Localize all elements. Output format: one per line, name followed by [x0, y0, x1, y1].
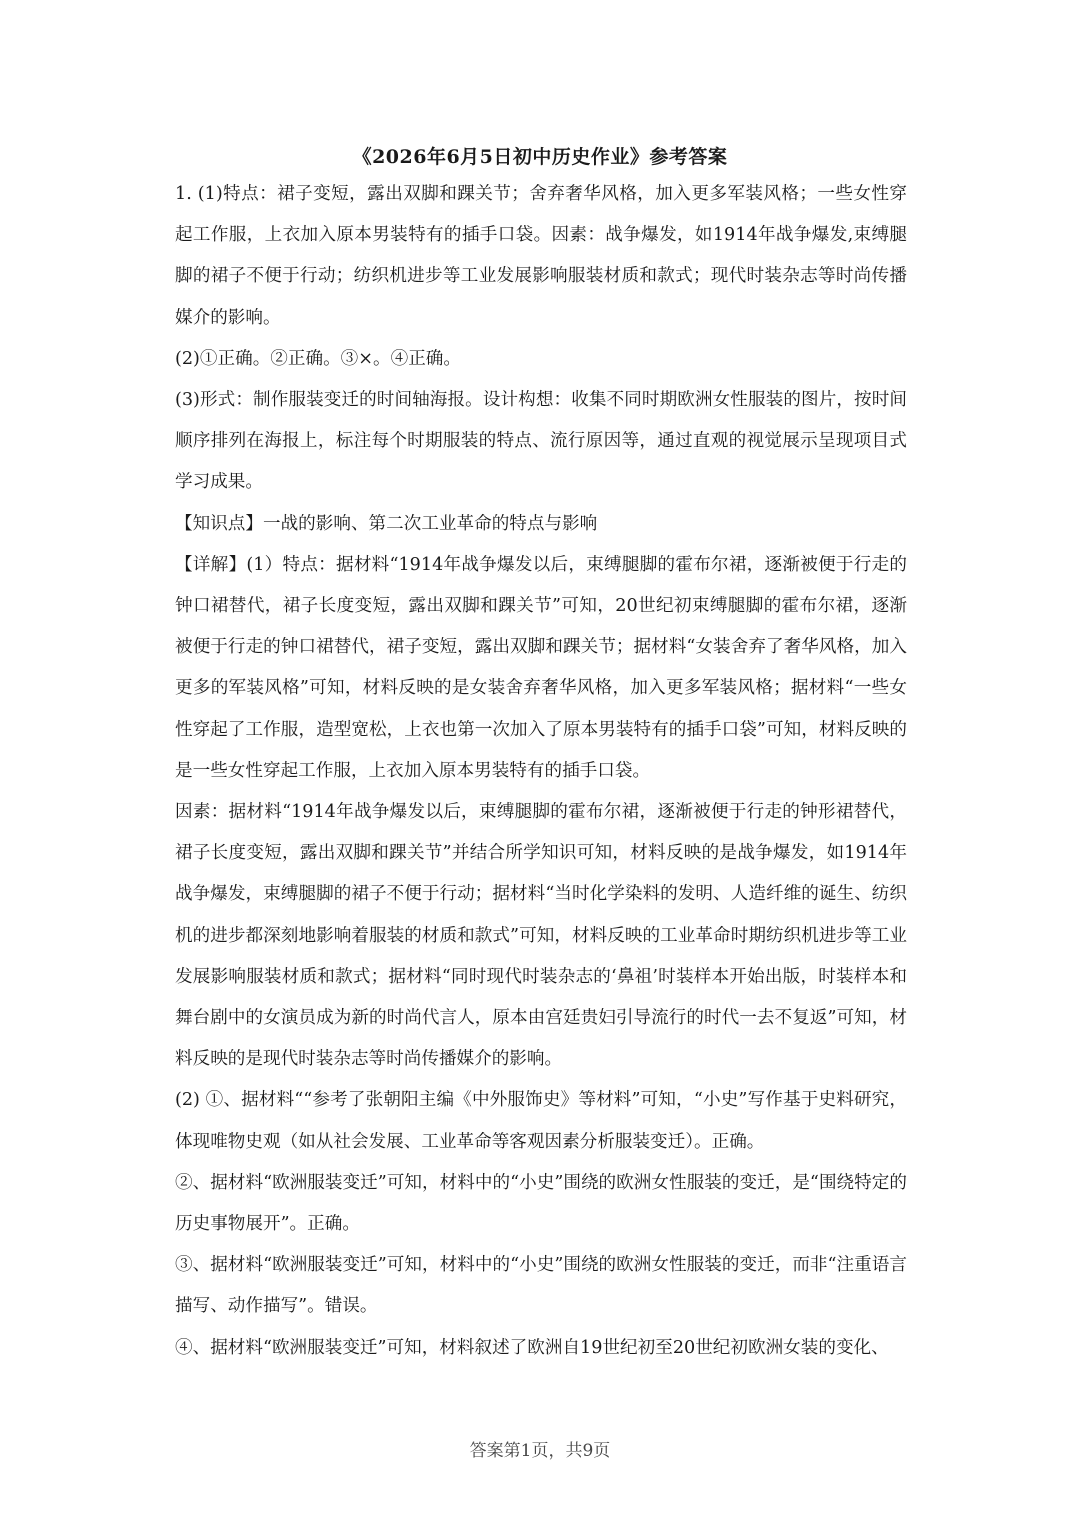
- page-footer: 答案第1页，共9页: [469, 1441, 611, 1461]
- detail-paragraph-4: ②、据材料“欧洲服装变迁”可知，材料中的“小史”围绕的欧洲女性服装的变迁，是“围绕特定的历史事物展开”。正确。: [175, 1172, 907, 1235]
- answer-body: [175, 174, 907, 1369]
- answer-paragraph-1: 1. (1)特点：裙子变短，露出双脚和踝关节；舍弃奢华风格，加入更多军装风格；一些女性穿起工作服，上衣加入原本男装特有的插手口袋。因素：战争爆发，如1914年战争爆发,束缚腿脚的裙子不便于行动；纺织机进步等工业发展影响服装材质和款式；现代时装杂志等时尚传播媒介的影响。: [175, 184, 907, 328]
- detail-paragraph-5: ③、据材料“欧洲服装变迁”可知，材料中的“小史”围绕的欧洲女性服装的变迁，而非“注重语言描写、动作描写”。错误。: [175, 1255, 907, 1317]
- detail-paragraph-1: 【详解】(1）特点：据材料“1914年战争爆发以后，束缚腿脚的霍布尔裙，逐渐被便于行走的钟口裙替代，裙子长度变短，露出双脚和踝关节”可知，20世纪初束缚腿脚的霍布尔裙，逐渐被便于行走的钟口裙替代，裙子变短，露出双脚和踝关节；据材料“女装舍弃了奢华风格，加入更多的军装风格”可知，材料反映的是女装舍弃奢华风格，加入更多军装风格；据材料“一些女性穿起了工作服，造型宽松，上衣也第一次加入了原本男装特有的插手口袋”可知，材料反映的是一些女性穿起工作服，上衣加入原本男装特有的插手口袋。: [175, 554, 907, 781]
- document-title: 《2026年6月5日初中历史作业》参考答案: [352, 146, 728, 168]
- detail-paragraph-6: ④、据材料“欧洲服装变迁”可知，材料叙述了欧洲自19世纪初至20世纪初欧洲女装的变化、: [175, 1337, 889, 1358]
- knowledge-point: 【知识点】一战的影响、第二次工业革命的特点与影响: [175, 513, 598, 534]
- detail-paragraph-3: (2) ①、据材料““参考了张朝阳主编《中外服饰史》等材料”可知，“小史”写作基于史料研究，体现唯物史观（如从社会发展、工业革命等客观因素分析服装变迁）。正确。: [175, 1090, 907, 1152]
- detail-paragraph-2: 因素：据材料“1914年战争爆发以后，束缚腿脚的霍布尔裙，逐渐被便于行走的钟形裙替代，裙子长度变短，露出双脚和踝关节”并结合所学知识可知，材料反映的是战争爆发，如1914年战争爆发，束缚腿脚的裙子不便于行动；据材料“当时化学染料的发明、人造纤维的诞生、纺织机的进步都深刻地影响着服装的材质和款式”可知，材料反映的工业革命时期纺织机进步等工业发展影响服装材质和款式；据材料“同时现代时装杂志的‘鼻祖’时装样本开始出版，时装样本和舞台剧中的女演员成为新的时尚代言人，原本由宫廷贵妇引导流行的时代一去不复返”可知，材料反映的是现代时装杂志等时尚传播媒介的影响。: [175, 802, 907, 1070]
- answer-paragraph-3: (3)形式：制作服装变迁的时间轴海报。设计构想：收集不同时期欧洲女性服装的图片，按时间顺序排列在海报上，标注每个时期服装的特点、流行原因等，通过直观的视觉展示呈现项目式学习成果。: [175, 390, 907, 493]
- answer-paragraph-2: (2)①正确。②正确。③×。④正确。: [175, 348, 461, 369]
